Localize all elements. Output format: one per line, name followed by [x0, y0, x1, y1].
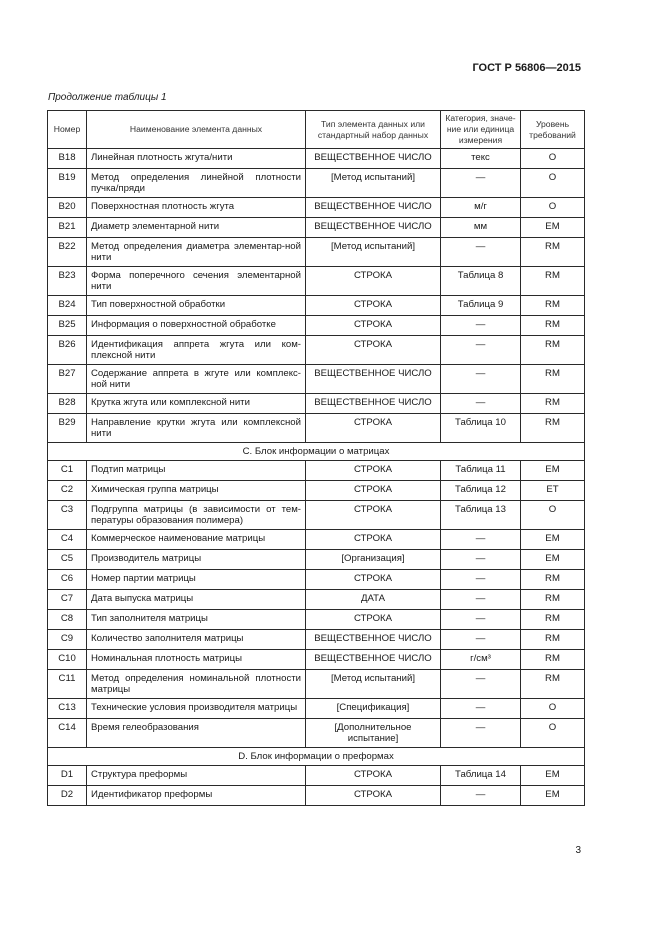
- cell-level: O: [521, 719, 585, 748]
- cell-number: B24: [48, 296, 87, 316]
- cell-type: [Метод испытаний]: [306, 238, 441, 267]
- cell-type: [Спецификация]: [306, 699, 441, 719]
- cell-level: ET: [521, 481, 585, 501]
- col-header-level: Уровень требований: [521, 111, 585, 149]
- cell-type: СТРОКА: [306, 570, 441, 590]
- table-row: [48, 670, 585, 699]
- cell-level: EM: [521, 766, 585, 786]
- cell-name: Химическая группа матрицы: [87, 481, 306, 501]
- cell-number: B29: [48, 414, 87, 443]
- cell-type: ДАТА: [306, 590, 441, 610]
- cell-level: RM: [521, 336, 585, 365]
- cell-name: Дата выпуска матрицы: [87, 590, 306, 610]
- col-header-name: Наименование элемента данных: [87, 111, 306, 149]
- cell-type: СТРОКА: [306, 316, 441, 336]
- cell-number: C7: [48, 590, 87, 610]
- cell-category: г/см³: [441, 650, 521, 670]
- cell-type: СТРОКА: [306, 336, 441, 365]
- cell-category: —: [441, 699, 521, 719]
- cell-name: Форма поперечного сечения элементарной нити: [87, 267, 306, 296]
- cell-category: Таблица 13: [441, 501, 521, 530]
- cell-level: O: [521, 198, 585, 218]
- cell-category: Таблица 8: [441, 267, 521, 296]
- table-header-row: [48, 111, 585, 149]
- cell-name: Время гелеобразования: [87, 719, 306, 748]
- table-row: [48, 296, 585, 316]
- cell-category: Таблица 9: [441, 296, 521, 316]
- cell-number: B26: [48, 336, 87, 365]
- table-row: [48, 501, 585, 530]
- cell-category: текс: [441, 149, 521, 169]
- cell-type: СТРОКА: [306, 766, 441, 786]
- cell-category: —: [441, 530, 521, 550]
- cell-level: RM: [521, 590, 585, 610]
- cell-name: Номинальная плотность матрицы: [87, 650, 306, 670]
- table-row: [48, 218, 585, 238]
- cell-number: C3: [48, 501, 87, 530]
- table-row: [48, 481, 585, 501]
- cell-number: D1: [48, 766, 87, 786]
- cell-type: [Метод испытаний]: [306, 670, 441, 699]
- table-row: [48, 786, 585, 806]
- cell-number: B25: [48, 316, 87, 336]
- cell-category: —: [441, 670, 521, 699]
- cell-category: Таблица 10: [441, 414, 521, 443]
- cell-category: Таблица 11: [441, 461, 521, 481]
- cell-level: O: [521, 501, 585, 530]
- cell-level: RM: [521, 365, 585, 394]
- cell-name: Идентификация аппрета жгута или ком-плексной нити: [87, 336, 306, 365]
- cell-category: —: [441, 630, 521, 650]
- cell-type: [Дополнительное испытание]: [306, 719, 441, 748]
- cell-category: —: [441, 590, 521, 610]
- cell-name: Количество заполнителя матрицы: [87, 630, 306, 650]
- cell-name: Диаметр элементарной нити: [87, 218, 306, 238]
- table-row: [48, 699, 585, 719]
- table-row: [48, 766, 585, 786]
- cell-name: Номер партии матрицы: [87, 570, 306, 590]
- cell-number: B23: [48, 267, 87, 296]
- table-row: [48, 570, 585, 590]
- cell-level: RM: [521, 570, 585, 590]
- cell-level: RM: [521, 630, 585, 650]
- cell-category: —: [441, 238, 521, 267]
- cell-type: СТРОКА: [306, 501, 441, 530]
- cell-level: RM: [521, 414, 585, 443]
- cell-number: B21: [48, 218, 87, 238]
- cell-type: ВЕЩЕСТВЕННОЕ ЧИСЛО: [306, 149, 441, 169]
- cell-category: —: [441, 169, 521, 198]
- col-header-type: Тип элемента данных или стандартный набор данных: [306, 111, 441, 149]
- table-row: [48, 238, 585, 267]
- cell-type: СТРОКА: [306, 267, 441, 296]
- cell-number: C10: [48, 650, 87, 670]
- cell-category: —: [441, 336, 521, 365]
- cell-name: Структура преформы: [87, 766, 306, 786]
- cell-type: СТРОКА: [306, 461, 441, 481]
- cell-name: Подгруппа матрицы (в зависимости от тем-пературы образования полимера): [87, 501, 306, 530]
- table-row: [48, 316, 585, 336]
- table-row: [48, 149, 585, 169]
- cell-number: C4: [48, 530, 87, 550]
- cell-level: RM: [521, 394, 585, 414]
- table-row: [48, 650, 585, 670]
- table-row: [48, 550, 585, 570]
- cell-number: C5: [48, 550, 87, 570]
- cell-name: Тип заполнителя матрицы: [87, 610, 306, 630]
- cell-type: [Метод испытаний]: [306, 169, 441, 198]
- cell-type: СТРОКА: [306, 414, 441, 443]
- cell-category: м/г: [441, 198, 521, 218]
- cell-name: Коммерческое наименование матрицы: [87, 530, 306, 550]
- cell-category: Таблица 14: [441, 766, 521, 786]
- page-number: 3: [575, 845, 581, 856]
- cell-number: C9: [48, 630, 87, 650]
- cell-type: СТРОКА: [306, 530, 441, 550]
- table-row: [48, 267, 585, 296]
- table-row: [48, 610, 585, 630]
- cell-category: —: [441, 550, 521, 570]
- cell-level: O: [521, 699, 585, 719]
- cell-type: СТРОКА: [306, 786, 441, 806]
- cell-number: B20: [48, 198, 87, 218]
- cell-type: [Организация]: [306, 550, 441, 570]
- cell-name: Производитель матрицы: [87, 550, 306, 570]
- cell-type: СТРОКА: [306, 610, 441, 630]
- cell-level: RM: [521, 296, 585, 316]
- cell-name: Тип поверхностной обработки: [87, 296, 306, 316]
- cell-number: C2: [48, 481, 87, 501]
- cell-name: Подтип матрицы: [87, 461, 306, 481]
- section-title: C. Блок информации о матрицах: [48, 443, 585, 461]
- cell-type: ВЕЩЕСТВЕННОЕ ЧИСЛО: [306, 198, 441, 218]
- section-title: D. Блок информации о преформах: [48, 748, 585, 766]
- cell-number: C6: [48, 570, 87, 590]
- cell-category: —: [441, 365, 521, 394]
- cell-number: C11: [48, 670, 87, 699]
- cell-level: RM: [521, 316, 585, 336]
- cell-number: D2: [48, 786, 87, 806]
- table-row: [48, 365, 585, 394]
- cell-category: —: [441, 786, 521, 806]
- table-row: [48, 630, 585, 650]
- cell-name: Линейная плотность жгута/нити: [87, 149, 306, 169]
- cell-category: —: [441, 394, 521, 414]
- table-caption: Продолжение таблицы 1: [48, 92, 167, 103]
- table-row: [48, 414, 585, 443]
- cell-level: EM: [521, 786, 585, 806]
- cell-name: Содержание аппрета в жгуте или комплекс-ной нити: [87, 365, 306, 394]
- table-row: [48, 719, 585, 748]
- cell-type: СТРОКА: [306, 481, 441, 501]
- cell-level: RM: [521, 238, 585, 267]
- cell-number: B18: [48, 149, 87, 169]
- cell-type: СТРОКА: [306, 296, 441, 316]
- cell-number: B27: [48, 365, 87, 394]
- cell-level: EM: [521, 218, 585, 238]
- cell-category: Таблица 12: [441, 481, 521, 501]
- cell-type: ВЕЩЕСТВЕННОЕ ЧИСЛО: [306, 394, 441, 414]
- cell-name: Метод определения линейной плотности пучка/пряди: [87, 169, 306, 198]
- section-row: [48, 443, 585, 461]
- cell-number: C1: [48, 461, 87, 481]
- table-body: [48, 149, 585, 806]
- cell-category: —: [441, 719, 521, 748]
- cell-level: EM: [521, 550, 585, 570]
- cell-name: Поверхностная плотность жгута: [87, 198, 306, 218]
- table-row: [48, 461, 585, 481]
- cell-type: ВЕЩЕСТВЕННОЕ ЧИСЛО: [306, 650, 441, 670]
- cell-name: Идентификатор преформы: [87, 786, 306, 806]
- cell-category: —: [441, 570, 521, 590]
- col-header-category: Категория, значе-ние или единица измерения: [441, 111, 521, 149]
- table-row: [48, 394, 585, 414]
- section-row: [48, 748, 585, 766]
- cell-number: C8: [48, 610, 87, 630]
- cell-number: B28: [48, 394, 87, 414]
- cell-level: O: [521, 169, 585, 198]
- cell-category: —: [441, 316, 521, 336]
- cell-type: ВЕЩЕСТВЕННОЕ ЧИСЛО: [306, 218, 441, 238]
- table-row: [48, 336, 585, 365]
- table-row: [48, 169, 585, 198]
- cell-name: Информация о поверхностной обработке: [87, 316, 306, 336]
- data-elements-table: [47, 110, 585, 806]
- cell-level: RM: [521, 650, 585, 670]
- cell-level: EM: [521, 530, 585, 550]
- cell-type: ВЕЩЕСТВЕННОЕ ЧИСЛО: [306, 365, 441, 394]
- cell-level: RM: [521, 267, 585, 296]
- standard-code: ГОСТ Р 56806—2015: [472, 62, 581, 74]
- cell-level: RM: [521, 670, 585, 699]
- table-row: [48, 530, 585, 550]
- table-row: [48, 198, 585, 218]
- cell-number: B22: [48, 238, 87, 267]
- cell-number: C14: [48, 719, 87, 748]
- cell-number: B19: [48, 169, 87, 198]
- col-header-number: Номер: [48, 111, 87, 149]
- table-row: [48, 590, 585, 610]
- cell-name: Направление крутки жгута или комплексной нити: [87, 414, 306, 443]
- cell-level: EM: [521, 461, 585, 481]
- cell-name: Крутка жгута или комплексной нити: [87, 394, 306, 414]
- cell-name: Метод определения диаметра элементар-ной нити: [87, 238, 306, 267]
- cell-number: C13: [48, 699, 87, 719]
- cell-category: мм: [441, 218, 521, 238]
- cell-name: Технические условия производителя матрицы: [87, 699, 306, 719]
- cell-category: —: [441, 610, 521, 630]
- cell-level: O: [521, 149, 585, 169]
- cell-level: RM: [521, 610, 585, 630]
- cell-type: ВЕЩЕСТВЕННОЕ ЧИСЛО: [306, 630, 441, 650]
- cell-name: Метод определения номинальной плотности матрицы: [87, 670, 306, 699]
